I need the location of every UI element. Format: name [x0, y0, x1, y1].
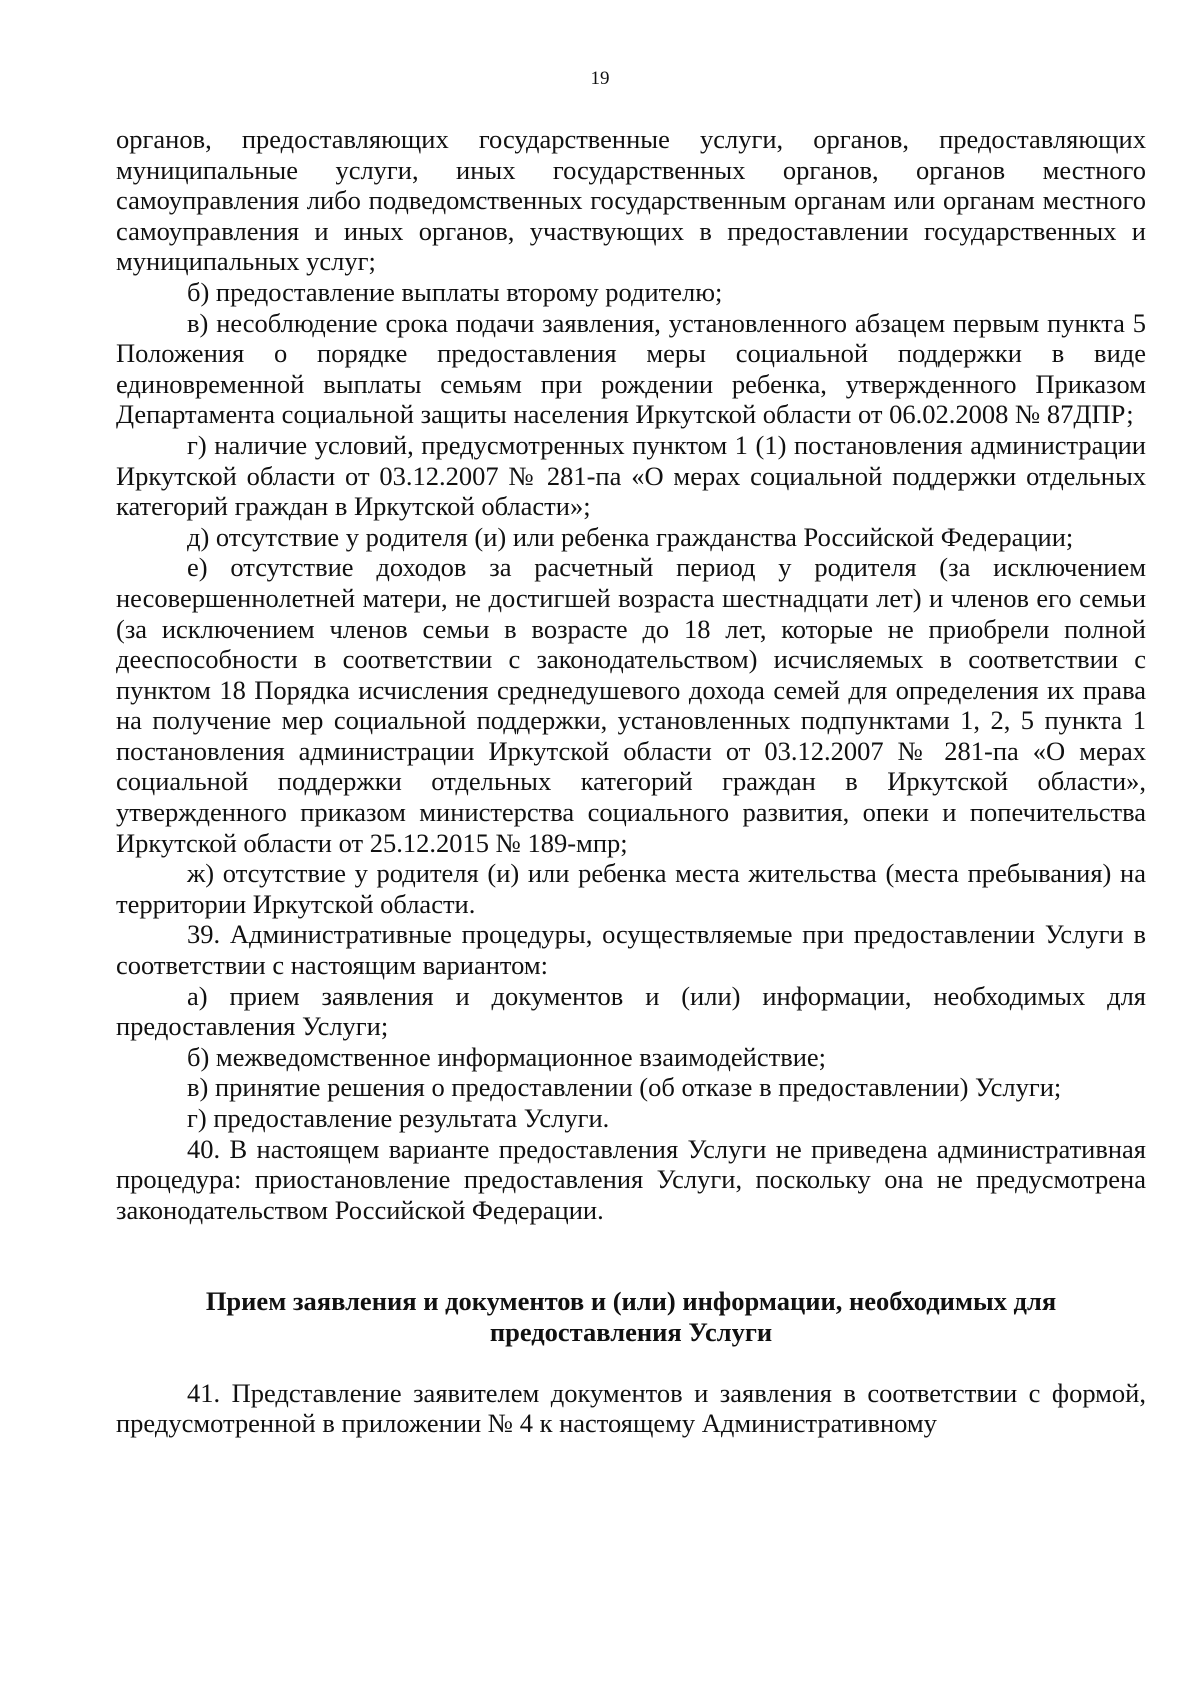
item-b-second-parent: б) предоставление выплаты второму родителю; [187, 276, 723, 307]
clause-40: 40. В настоящем варианте предоставления Услуги не приведена административная процедура: приостановление предоставления Услуги, поскольку она не предусмотрена законодательством Российской Федерации. [116, 1133, 1146, 1225]
item-d-citizenship: д) отсутствие у родителя (и) или ребенка гражданства Российской Федерации; [187, 521, 1074, 552]
clause-39: 39. Административные процедуры, осуществляемые при предоставлении Услуги в соответствии с настоящим вариантом: [116, 919, 1146, 981]
item-v-deadline: в) несоблюдение срока подачи заявления, установленного абзацем первым пункта 5 Положения о порядке предоставления меры социальной поддержки в виде единовременной выплаты семьям при рождении ребенка, утвержденного Приказом Департамента социальной защиты населения Иркутской области от 06.02.2008 № 87ДПР; [116, 307, 1146, 430]
section-heading: Прием заявления и документов и (или) информации, необходимых для предоставления Услуги [205, 1286, 1057, 1347]
clause-39-item-b: б) межведомственное информационное взаимодействие; [187, 1041, 827, 1072]
clause-39-item-a: а) прием заявления и документов и (или) информации, необходимых для предоставления Услуги; [116, 980, 1146, 1042]
item-e-income: е) отсутствие доходов за расчетный период у родителя (за исключением несовершеннолетней матери, не достигшей возраста шестнадцати лет) и членов его семьи (за исключением членов семьи в возрасте до 18 лет, которые не приобрели полной дееспособности в соответствии с законодательством) исчисляемых в соответствии с пунктом 18 Порядка исчисления среднедушевого дохода семей для определения их права на получение мер социальной поддержки, установленных подпунктами 1, 2, 5 пункта 1 постановления администрации Иркутской области от 03.12.2007 № 281-па «О мерах социальной поддержки отдельных категорий граждан в Иркутской области», утвержденного приказом министерства социального развития, опеки и попечительства Иркутской области от 25.12.2015 № 189-мпр; [116, 552, 1146, 858]
paragraph-continuation: органов, предоставляющих государственные услуги, органов, предоставляющих муниципальные услуги, иных государственных органов, органов местного самоуправления либо подведомственных государственным органам или органам местного самоуправления и иных органов, участвующих в предоставлении государственных и муниципальных услуг; [116, 124, 1146, 277]
clause-41: 41. Представление заявителем документов и заявления в соответствии с формой, предусмотренной в приложении № 4 к настоящему Административному [116, 1377, 1146, 1439]
item-zh-residence: ж) отсутствие у родителя (и) или ребенка места жительства (места пребывания) на территории Иркутской области. [116, 858, 1146, 919]
page-number: 19 [590, 68, 610, 89]
item-g-conditions: г) наличие условий, предусмотренных пунктом 1 (1) постановления администрации Иркутской области от 03.12.2007 № 281-па «О мерах социальной поддержки отдельных категорий граждан в Иркутской области»; [116, 429, 1146, 522]
clause-39-item-v: в) принятие решения о предоставлении (об отказе в предоставлении) Услуги; [187, 1072, 1062, 1103]
document-body [116, 124, 1146, 1439]
clause-39-item-g: г) предоставление результата Услуги. [187, 1103, 610, 1133]
